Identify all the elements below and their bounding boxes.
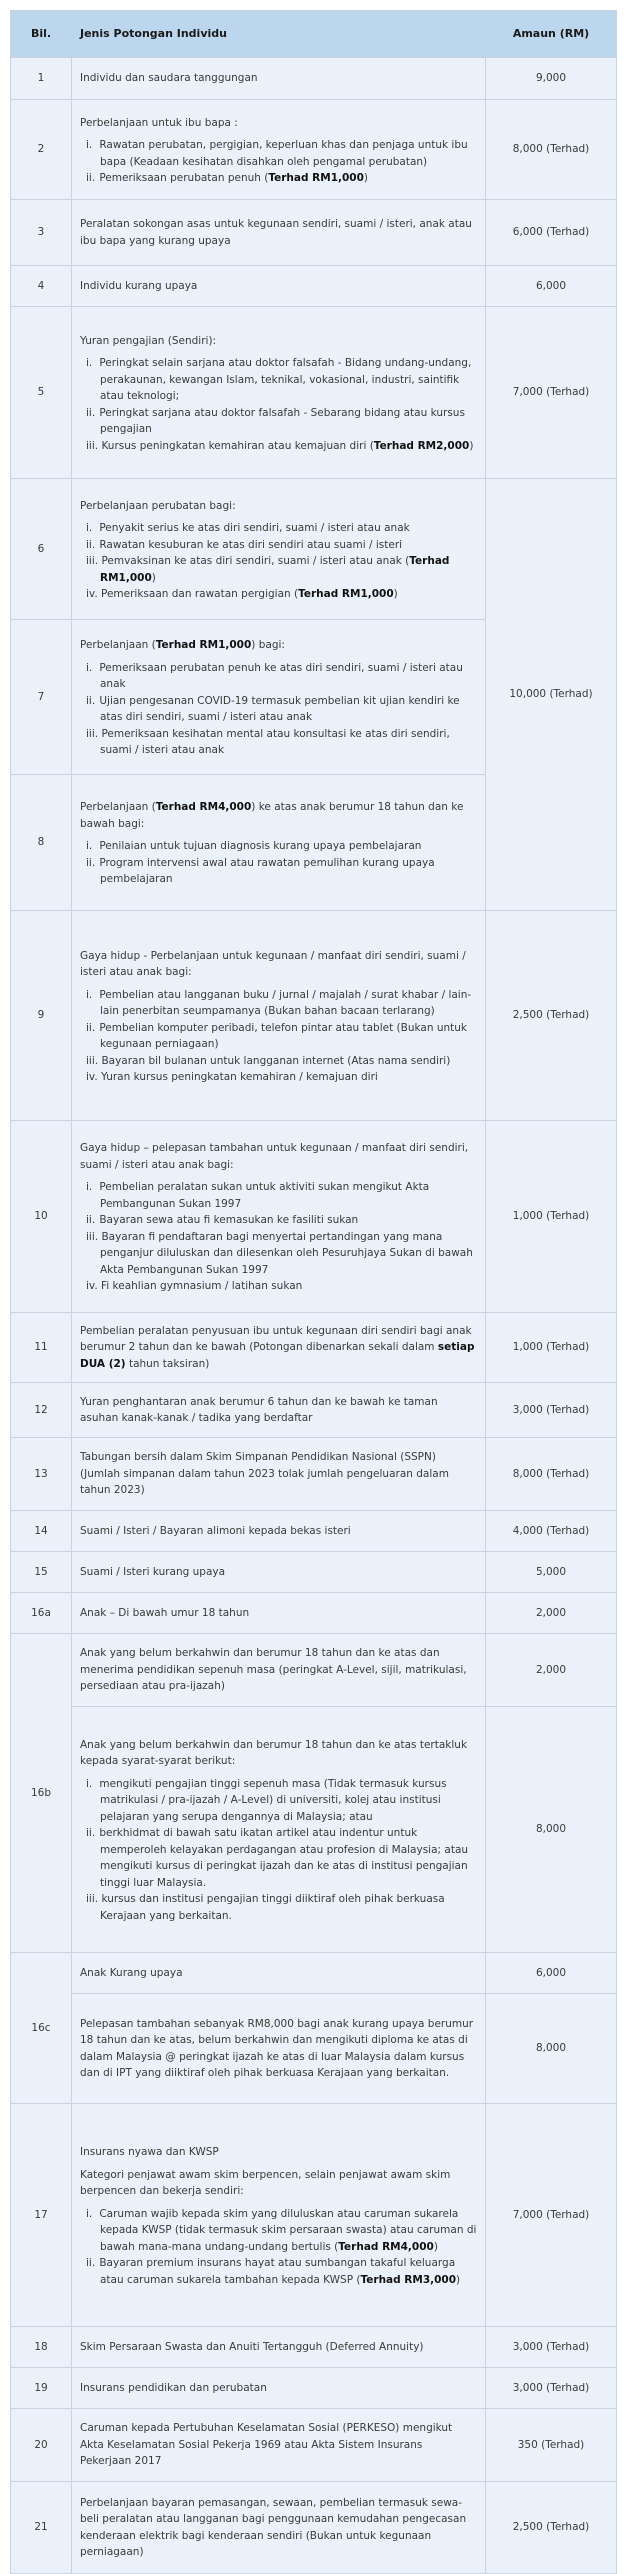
row-no: 16b <box>11 1634 72 1953</box>
sub-item-num: i. <box>86 139 93 151</box>
limit-bold: Terhad RM1,000 <box>155 639 252 652</box>
sub-item-text: kursus dan institusi pengajian tinggi diiktiraf oleh pihak berkuasa Kerajaan yang berkaitan. <box>100 1893 445 1922</box>
sub-item-after: ) <box>363 172 369 184</box>
table-row <box>11 1121 617 1313</box>
sub-item-text: Pemeriksaan kesihatan mental atau konsultasi ke atas diri sendiri, suami / isteri atau anak <box>100 727 450 757</box>
sub-item-text: Bayaran bil bulanan untuk langganan internet (Atas nama sendiri) <box>101 1054 451 1067</box>
row-desc: Peralatan sokongan asas untuk kegunaan sendiri, suami / isteri, anak atau ibu bapa yang kurang upaya <box>72 200 486 266</box>
row-no: 16a <box>11 1593 72 1634</box>
sub-item-num: i. <box>86 1777 93 1790</box>
sub-item-num: iv. <box>86 588 98 600</box>
sub-item <box>84 1212 477 1229</box>
row-amount: 2,000 <box>486 1593 617 1634</box>
sub-item <box>84 2255 477 2288</box>
sub-item <box>84 355 477 405</box>
sub-item-text: Peringkat sarjana atau doktor falsafah - Sebarang bidang atau kursus pengajian <box>99 406 465 436</box>
sub-item-num: i. <box>86 357 93 370</box>
limit-bold: Terhad RM4,000 <box>155 801 252 814</box>
row-desc <box>72 775 486 911</box>
sub-item-num: ii. <box>86 1021 96 1034</box>
sub-list <box>80 520 477 603</box>
row-amount: 8,000 (Terhad) <box>486 1438 617 1511</box>
row-no: 7 <box>11 620 72 775</box>
intro-pre: Perbelanjaan ( <box>80 639 156 652</box>
row-desc: Pelepasan tambahan sebanyak RM8,000 bagi anak kurang upaya berumur 18 tahun dan ke atas, belum berkahwin dan mengikuti diploma ke atas di dalam Malaysia @ peringkat ijazah ke atas di luar Malaysia dalam kursus dan di IPT yang diiktiraf oleh pihak berkuasa Kerajaan yang berkaitan. <box>72 1994 486 2104</box>
row-no: 18 <box>11 2327 72 2368</box>
sub-item-text: mengikuti pengajian tinggi sepenuh masa (Tidak termasuk kursus matrikulasi / pra-ijazah / A-Level) di universiti, kolej atau institusi pelajaran yang serupa dengannya di Malaysia; atau <box>99 1777 447 1823</box>
row-amount-merged: 10,000 (Terhad) <box>486 479 617 911</box>
row-no: 4 <box>11 266 72 307</box>
row-amount: 1,000 (Terhad) <box>486 1313 617 1383</box>
sub-item-text: Kursus peningkatan kemahiran atau kemajuan diri ( <box>101 439 374 452</box>
row-amount: 6,000 (Terhad) <box>486 200 617 266</box>
sub-item-num: i. <box>86 988 93 1001</box>
sub-item-num: iii. <box>86 1054 99 1067</box>
row-no: 10 <box>11 1121 72 1313</box>
row-no: 1 <box>11 58 72 100</box>
row-desc <box>72 100 486 200</box>
row-desc: Tabungan bersih dalam Skim Simpanan Pendidikan Nasional (SSPN) (Jumlah simpanan dalam tahun 2023 tolak jumlah pengeluaran dalam tahun 2023) <box>72 1438 486 1511</box>
sub-item <box>84 137 477 170</box>
row-no: 13 <box>11 1438 72 1511</box>
row-amount: 5,000 <box>486 1552 617 1593</box>
sub-item-text: Bayaran premium insurans hayat atau sumbangan takaful keluarga atau caruman sukarela tambahan kepada KWSP ( <box>99 2257 456 2286</box>
row-desc <box>72 1121 486 1313</box>
row-desc <box>72 620 486 775</box>
sub-item-text: Program intervensi awal atau rawatan pemulihan kurang upaya pembelajaran <box>99 856 435 886</box>
row-amount: 2,500 (Terhad) <box>486 2482 617 2574</box>
row-amount: 3,000 (Terhad) <box>486 1383 617 1438</box>
row-desc: Insurans pendidikan dan perubatan <box>72 2368 486 2409</box>
sub-item-text: Pembelian atau langganan buku / jurnal / majalah / surat khabar / lain-lain penerbitan seumpamanya (Bukan bahan bacaan terlarang) <box>99 988 472 1017</box>
row-desc: Caruman kepada Pertubuhan Keselamatan Sosial (PERKESO) mengikut Akta Keselamatan Sosial Pekerja 1969 atau Akta Sistem Insurans Pekerjaan 2017 <box>72 2409 486 2482</box>
table-row <box>11 307 617 479</box>
sub-item-after: ) <box>456 2273 461 2286</box>
desc-pre: Pembelian peralatan penyusuan ibu untuk kegunaan diri sendiri bagi anak berumur 2 tahun dan ke bawah (Potongan dibenarkan sekali dalam <box>80 1324 472 1354</box>
limit-bold: Terhad RM4,000 <box>338 2240 434 2253</box>
sub-item <box>84 660 477 693</box>
row-desc: Anak – Di bawah umur 18 tahun <box>72 1593 486 1634</box>
sub-item <box>84 438 477 455</box>
sub-item <box>84 170 477 187</box>
row-amount: 3,000 (Terhad) <box>486 2368 617 2409</box>
sub-item-num: ii. <box>86 538 96 551</box>
sub-item <box>84 987 477 1020</box>
sub-item-text: Pemeriksaan perubatan penuh ke atas diri sendiri, suami / isteri atau anak <box>99 661 463 691</box>
sub-item-text: Bayaran sewa atau fi kemasukan ke fasiliti sukan <box>99 1214 359 1227</box>
table-row <box>11 2327 617 2368</box>
sub-item-num: i. <box>86 1181 93 1194</box>
sub-item-num: i. <box>86 522 93 534</box>
table-row <box>11 479 617 620</box>
row-desc <box>72 479 486 620</box>
row-amount: 3,000 (Terhad) <box>486 2327 617 2368</box>
limit-bold: Terhad RM1,000 <box>268 172 364 184</box>
limit-bold: Terhad RM1,000 <box>298 588 394 600</box>
sub-list <box>80 838 477 888</box>
sub-item-after: ) <box>393 588 398 600</box>
row-intro <box>80 637 477 654</box>
row-no: 14 <box>11 1511 72 1552</box>
sub-item-after: ) <box>433 2240 438 2253</box>
row-intro: Gaya hidup - Perbelanjaan untuk kegunaan / manfaat diri sendiri, suami / isteri atau anak bagi: <box>80 949 466 978</box>
table-row <box>11 911 617 1121</box>
table-row <box>11 2409 617 2482</box>
limit-bold: Terhad RM2,000 <box>373 439 470 452</box>
row-no: 6 <box>11 479 72 620</box>
row-intro: Insurans nyawa dan KWSP <box>80 2146 219 2158</box>
row-no: 3 <box>11 200 72 266</box>
row-intro: Yuran pengajian (Sendiri): <box>80 334 217 347</box>
row-desc <box>72 911 486 1121</box>
sub-item-num: ii. <box>86 406 96 419</box>
sub-item-text: Rawatan perubatan, pergigian, keperluan khas dan penjaga untuk ibu bapa (Keadaan kesihatan disahkan oleh pengamal perubatan) <box>99 139 468 168</box>
table-row <box>11 1552 617 1593</box>
row-no: 21 <box>11 2482 72 2574</box>
table-row <box>11 1511 617 1552</box>
row-amount: 6,000 <box>486 266 617 307</box>
row-desc: Yuran penghantaran anak berumur 6 tahun dan ke bawah ke taman asuhan kanak-kanak / tadika yang berdaftar <box>72 1383 486 1438</box>
intro-post: ) bagi: <box>251 639 285 652</box>
sub-item-num: i. <box>86 661 93 674</box>
sub-item <box>84 1069 477 1086</box>
row-no: 8 <box>11 775 72 911</box>
sub-item-text: Pemeriksaan dan rawatan pergigian ( <box>101 588 299 600</box>
sub-item <box>84 1229 477 1279</box>
sub-item-text: Penyakit serius ke atas diri sendiri, suami / isteri atau anak <box>99 522 410 534</box>
sub-item-num: ii. <box>86 2257 96 2269</box>
sub-item-num: iv. <box>86 1071 98 1083</box>
sub-item-text: Caruman wajib kepada skim yang diluluskan atau caruman sukarela kepada KWSP (tidak termasuk skim persaraan swasta) atau caruman di bawah mana-mana undang-undang bertulis ( <box>99 2207 477 2253</box>
sub-list <box>80 2206 477 2289</box>
sub-item-num: iv. <box>86 1280 98 1293</box>
row-amount: 7,000 (Terhad) <box>486 2104 617 2327</box>
table-row <box>11 1953 617 1994</box>
limit-bold: Terhad RM3,000 <box>360 2273 457 2286</box>
row-no: 19 <box>11 2368 72 2409</box>
desc-post: tahun taksiran) <box>125 1357 210 1370</box>
row-intro: Perbelanjaan untuk ibu bapa : <box>80 116 238 129</box>
tax-relief-table <box>10 10 617 2574</box>
sub-item-num: ii. <box>86 1214 96 1227</box>
row-desc <box>72 2104 486 2327</box>
sub-list <box>80 137 477 187</box>
row-no: 15 <box>11 1552 72 1593</box>
sub-item-num: iii. <box>86 727 99 740</box>
row-desc: Anak Kurang upaya <box>72 1953 486 1994</box>
table-row <box>11 1313 617 1383</box>
table-row <box>11 1593 617 1634</box>
row-amount: 8,000 (Terhad) <box>486 100 617 200</box>
row-desc: Suami / Isteri kurang upaya <box>72 1552 486 1593</box>
row-no: 17 <box>11 2104 72 2327</box>
row-amount: 6,000 <box>486 1953 617 1994</box>
sub-item-num: i. <box>86 2207 93 2220</box>
row-desc <box>72 1707 486 1953</box>
sub-list <box>80 355 477 454</box>
sub-item-text: Pembelian komputer peribadi, telefon pintar atau tablet (Bukan untuk kegunaan perniagaan) <box>99 1021 467 1050</box>
sub-list <box>80 987 477 1086</box>
sub-item-text: Yuran kursus peningkatan kemahiran / kemajuan diri <box>101 1071 378 1083</box>
sub-item-text: Ujian pengesanan COVID-19 termasuk pembelian kit ujian kendiri ke atas diri sendiri, suami / isteri atau anak <box>99 694 460 724</box>
sub-item-num: ii. <box>86 172 96 184</box>
table-header-row <box>11 11 617 58</box>
header-desc: Jenis Potongan Individu <box>72 11 486 58</box>
table-row <box>11 1383 617 1438</box>
row-amount: 2,000 <box>486 1634 617 1707</box>
row-no: 9 <box>11 911 72 1121</box>
sub-item-text: berkhidmat di bawah satu ikatan artikel atau indentur untuk memperoleh kelayakan perdagangan atau profesion di Malaysia; atau mengikuti kursus di peringkat ijazah dan ke atas di institusi pengajian tinggi luar Malaysia. <box>99 1827 469 1889</box>
sub-item <box>84 1891 477 1924</box>
row-intro: Perbelanjaan perubatan bagi: <box>80 499 236 512</box>
table-row <box>11 1438 617 1511</box>
sub-item <box>84 520 477 537</box>
sub-item-text: Rawatan kesuburan ke atas diri sendiri atau suami / isteri <box>99 538 403 551</box>
row-desc: Suami / Isteri / Bayaran alimoni kepada bekas isteri <box>72 1511 486 1552</box>
sub-item <box>84 855 477 888</box>
table-row <box>11 1707 617 1953</box>
row-no: 5 <box>11 307 72 479</box>
sub-item <box>84 726 477 759</box>
row-desc: Anak yang belum berkahwin dan berumur 18 tahun dan ke atas dan menerima pendidikan sepenuh masa (peringkat A-Level, sijil, matrikulasi, persediaan atau pra-ijazah) <box>72 1634 486 1707</box>
sub-item <box>84 693 477 726</box>
intro-post: ) ke atas anak berumur 18 tahun dan ke bawah bagi: <box>80 801 464 830</box>
table-row <box>11 200 617 266</box>
sub-list <box>80 1179 477 1295</box>
row-desc: Individu kurang upaya <box>72 266 486 307</box>
sub-item-num: ii. <box>86 1827 96 1840</box>
sub-item <box>84 405 477 438</box>
table-row <box>11 266 617 307</box>
sub-item-num: iii. <box>86 439 99 452</box>
sub-item <box>84 553 477 586</box>
row-no: 20 <box>11 2409 72 2482</box>
sub-list <box>80 660 477 759</box>
row-no: 16c <box>11 1953 72 2104</box>
row-amount: 8,000 <box>486 1707 617 1953</box>
table-row <box>11 100 617 200</box>
sub-item-text: Pemeriksaan perubatan penuh ( <box>99 172 269 184</box>
row-intro: Gaya hidup – pelepasan tambahan untuk kegunaan / manfaat diri sendiri, suami / isteri atau anak bagi: <box>80 1142 469 1171</box>
sub-item <box>84 838 477 855</box>
table-row <box>11 58 617 100</box>
sub-item-text: Pembelian peralatan sukan untuk aktiviti sukan mengikut Akta Pembangunan Sukan 1997 <box>99 1181 430 1210</box>
row-no: 11 <box>11 1313 72 1383</box>
table-row <box>11 2104 617 2327</box>
sub-item-num: iii. <box>86 1230 99 1243</box>
row-amount: 2,500 (Terhad) <box>486 911 617 1121</box>
sub-item-text: Penilaian untuk tujuan diagnosis kurang upaya pembelajaran <box>99 840 422 853</box>
sub-item-num: ii. <box>86 856 96 869</box>
intro-pre: Perbelanjaan ( <box>80 801 156 814</box>
row-amount: 8,000 <box>486 1994 617 2104</box>
row-desc <box>72 1313 486 1383</box>
row-no: 12 <box>11 1383 72 1438</box>
sub-item-num: ii. <box>86 694 96 707</box>
sub-list <box>80 1776 477 1925</box>
row-amount: 1,000 (Terhad) <box>486 1121 617 1313</box>
sub-item-text: Bayaran fi pendaftaran bagi menyertai pertandingan yang mana penganjur diluluskan dan dilesenkan oleh Pesuruhjaya Sukan di bawah Akta Pembangunan Sukan 1997 <box>100 1230 473 1276</box>
sub-item <box>84 537 477 554</box>
sub-item-text: Peringkat selain sarjana atau doktor falsafah - Bidang undang-undang, perakaunan, kewangan Islam, teknikal, vokasional, industri, saintifik atau teknologi; <box>99 357 472 403</box>
row-desc: Skim Persaraan Swasta dan Anuiti Tertangguh (Deferred Annuity) <box>72 2327 486 2368</box>
row-desc: Individu dan saudara tanggungan <box>72 58 486 100</box>
header-amount: Amaun (RM) <box>486 11 617 58</box>
sub-item-num: iii. <box>86 1893 99 1906</box>
sub-item-text: Pemvaksinan ke atas diri sendiri, suami / isteri atau anak ( <box>101 555 410 567</box>
sub-item <box>84 1053 477 1070</box>
sub-item <box>84 2206 477 2256</box>
row-amount: 9,000 <box>486 58 617 100</box>
sub-item-after: ) <box>469 439 474 452</box>
table-row <box>11 1994 617 2104</box>
sub-item-text: Fi keahlian gymnasium / latihan sukan <box>101 1280 303 1293</box>
header-no: Bil. <box>11 11 72 58</box>
desc-bold: setiap DUA (2) <box>80 1341 475 1370</box>
sub-item <box>84 1179 477 1212</box>
table-row <box>11 1634 617 1707</box>
row-intro <box>80 799 477 832</box>
sub-item <box>84 1776 477 1826</box>
row-amount: 7,000 (Terhad) <box>486 307 617 479</box>
sub-item <box>84 586 477 603</box>
sub-item <box>84 1825 477 1891</box>
sub-item-num: iii. <box>86 555 99 567</box>
row-no: 2 <box>11 100 72 200</box>
sub-item-after: ) <box>151 571 156 584</box>
row-intro: Anak yang belum berkahwin dan berumur 18 tahun dan ke atas tertakluk kepada syarat-syarat berikut: <box>80 1738 468 1768</box>
row-amount: 4,000 (Terhad) <box>486 1511 617 1552</box>
sub-item <box>84 1020 477 1053</box>
row-amount: 350 (Terhad) <box>486 2409 617 2482</box>
table-row <box>11 2368 617 2409</box>
sub-item-num: i. <box>86 840 93 853</box>
row-desc <box>72 307 486 479</box>
limit-bold: Terhad RM1,000 <box>100 555 450 584</box>
row-desc: Perbelanjaan bayaran pemasangan, sewaan, pembelian termasuk sewa-beli peralatan atau langganan bagi penggunaan kemudahan pengecasan kenderaan elektrik bagi kenderaan sendiri (Bukan untuk kegunaan perniagaan) <box>72 2482 486 2574</box>
sub-item <box>84 1278 477 1295</box>
row-intro-2: Kategori penjawat awam skim berpencen, selain penjawat awam skim berpencen dan bekerja sendiri: <box>80 2168 451 2197</box>
